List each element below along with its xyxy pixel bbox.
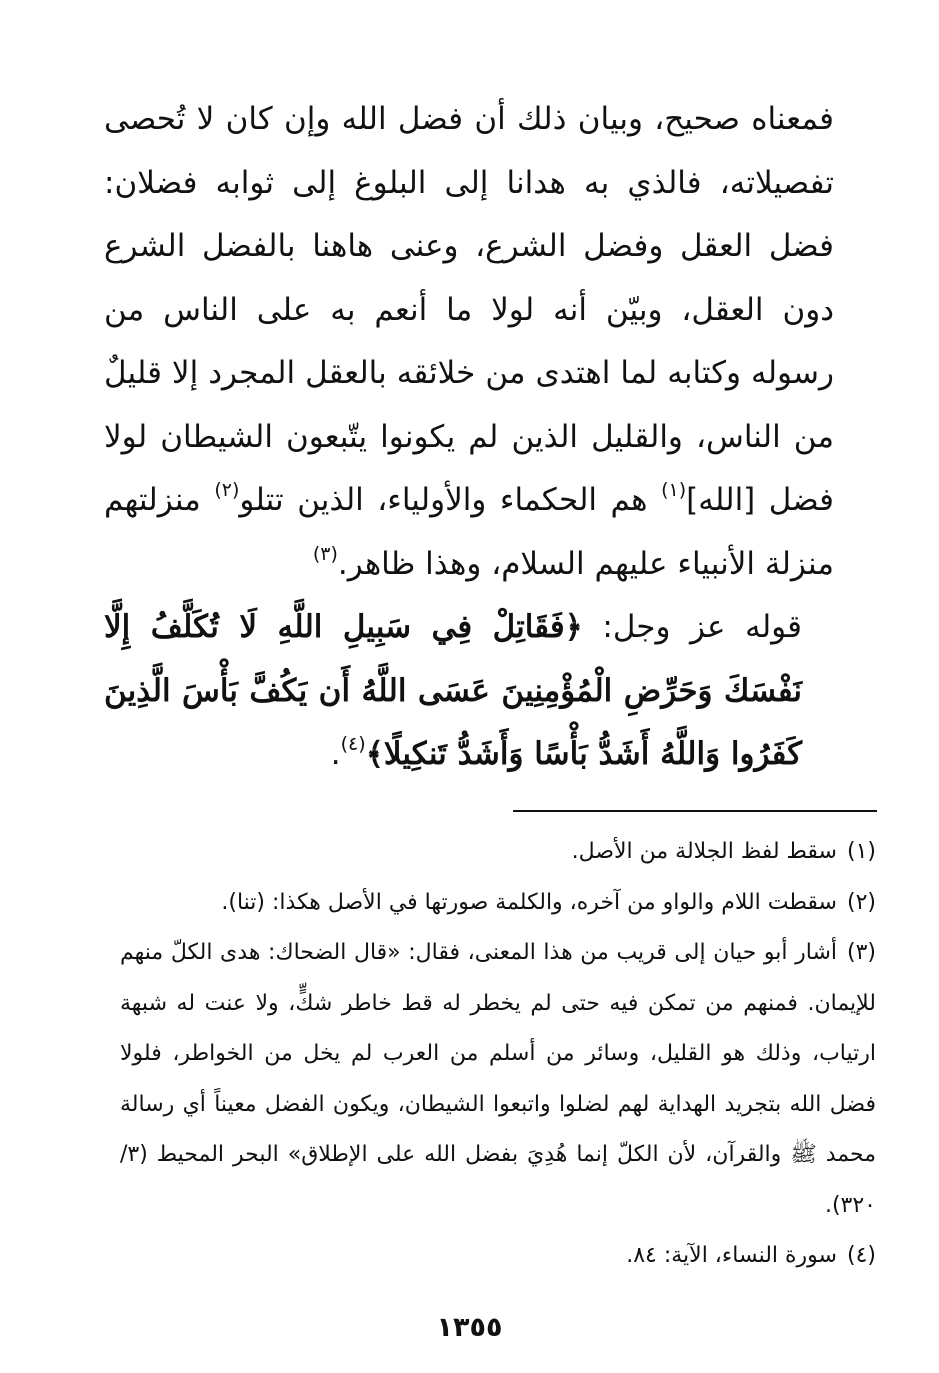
main-text bbox=[104, 88, 834, 787]
page-number: ١٣٥٥ bbox=[436, 1312, 503, 1343]
commentary-text-continued: هم الحكماء والأولياء، الذين تتلو bbox=[239, 482, 662, 518]
footnote-marker-1: (١) bbox=[661, 479, 687, 501]
footnote-number: (٤) bbox=[846, 1243, 876, 1268]
footnote-text: أشار أبو حيان إلى قريب من هذا المعنى، فقال: «قال الضحاك: هدى الكلّ منهم للإيمان. فمنهم من تمكن فيه حتى لم يخطر له قط خاطر شكٍّ، ولا عنت له شبهة ارتياب، وذلك هو القليل، وسائر من أسلم من العرب لم يخل من الخواطر، فلولا فضل الله بتجريد الهداية لهم لضلوا واتبعوا الشيطان، ويكون الفضل معيناً أي رسالة محمد ﷺ والقرآن، لأن الكلّ إنما هُدِيَ بفضل الله على الإطلاق» البحر المحيط (٣/ ٣٢٠). bbox=[120, 940, 876, 1218]
footnote-3 bbox=[120, 928, 876, 1231]
commentary-text: فمعناه صحيح، وبيان ذلك أن فضل الله وإن كان لا تُحصى تفصيلاته، فالذي به هدانا إلى البلوغ إلى ثوابه فضلان: فضل العقل وفضل الشرع، وعنى هاهنا بالفضل الشرع دون العقل، وبيّن أنه لولا ما أنعم به على الناس من رسوله وكتابه لما اهتدى من خلائقه بالعقل المجرد إلا قليلٌ من الناس، والقليل الذين لم يكونوا يتّبعون الشيطان لولا فضل [الله] bbox=[104, 101, 834, 518]
footnote-1 bbox=[120, 827, 876, 878]
verse-intro: قوله عز وجل: bbox=[582, 609, 802, 645]
footnote-marker-4: (٤) bbox=[340, 733, 366, 755]
footnote-4 bbox=[120, 1231, 876, 1282]
quran-verse: ﴿فَقَاتِلْ فِي سَبِيلِ اللَّهِ لَا تُكَلَّفُ إِلَّا نَفْسَكَ وَحَرِّضِ الْمُؤْمِنِينَ عَسَى اللَّهُ أَن يَكُفَّ بَأْسَ الَّذِينَ كَفَرُوا وَاللَّهُ أَشَدُّ بَأْسًا وَأَشَدُّ تَنكِيلًا﴾ bbox=[104, 609, 802, 772]
footnote-text: سورة النساء، الآية: ٨٤. bbox=[626, 1243, 837, 1268]
footnote-text: سقطت اللام والواو من آخره، والكلمة صورتها في الأصل هكذا: (تنا). bbox=[221, 889, 837, 915]
footnote-number: (١) bbox=[846, 839, 876, 864]
footnote-number: (٣) bbox=[846, 940, 876, 965]
verse-end-period: . bbox=[330, 736, 341, 772]
footnote-marker-2: (٢) bbox=[214, 479, 240, 501]
footnote-2 bbox=[120, 878, 876, 929]
paragraph-verse bbox=[104, 596, 834, 787]
paragraph-commentary bbox=[104, 88, 834, 596]
commentary-text-end: منزلتهم منزلة الأنبياء عليهم السلام، وهذا ظاهر. bbox=[104, 482, 834, 582]
footnote-number: (٢) bbox=[846, 889, 876, 915]
footnote-separator bbox=[513, 810, 877, 812]
footnote-text: سقط لفظ الجلالة من الأصل. bbox=[571, 839, 837, 864]
footnote-marker-3: (٣) bbox=[312, 542, 338, 565]
footnotes bbox=[120, 827, 876, 1282]
